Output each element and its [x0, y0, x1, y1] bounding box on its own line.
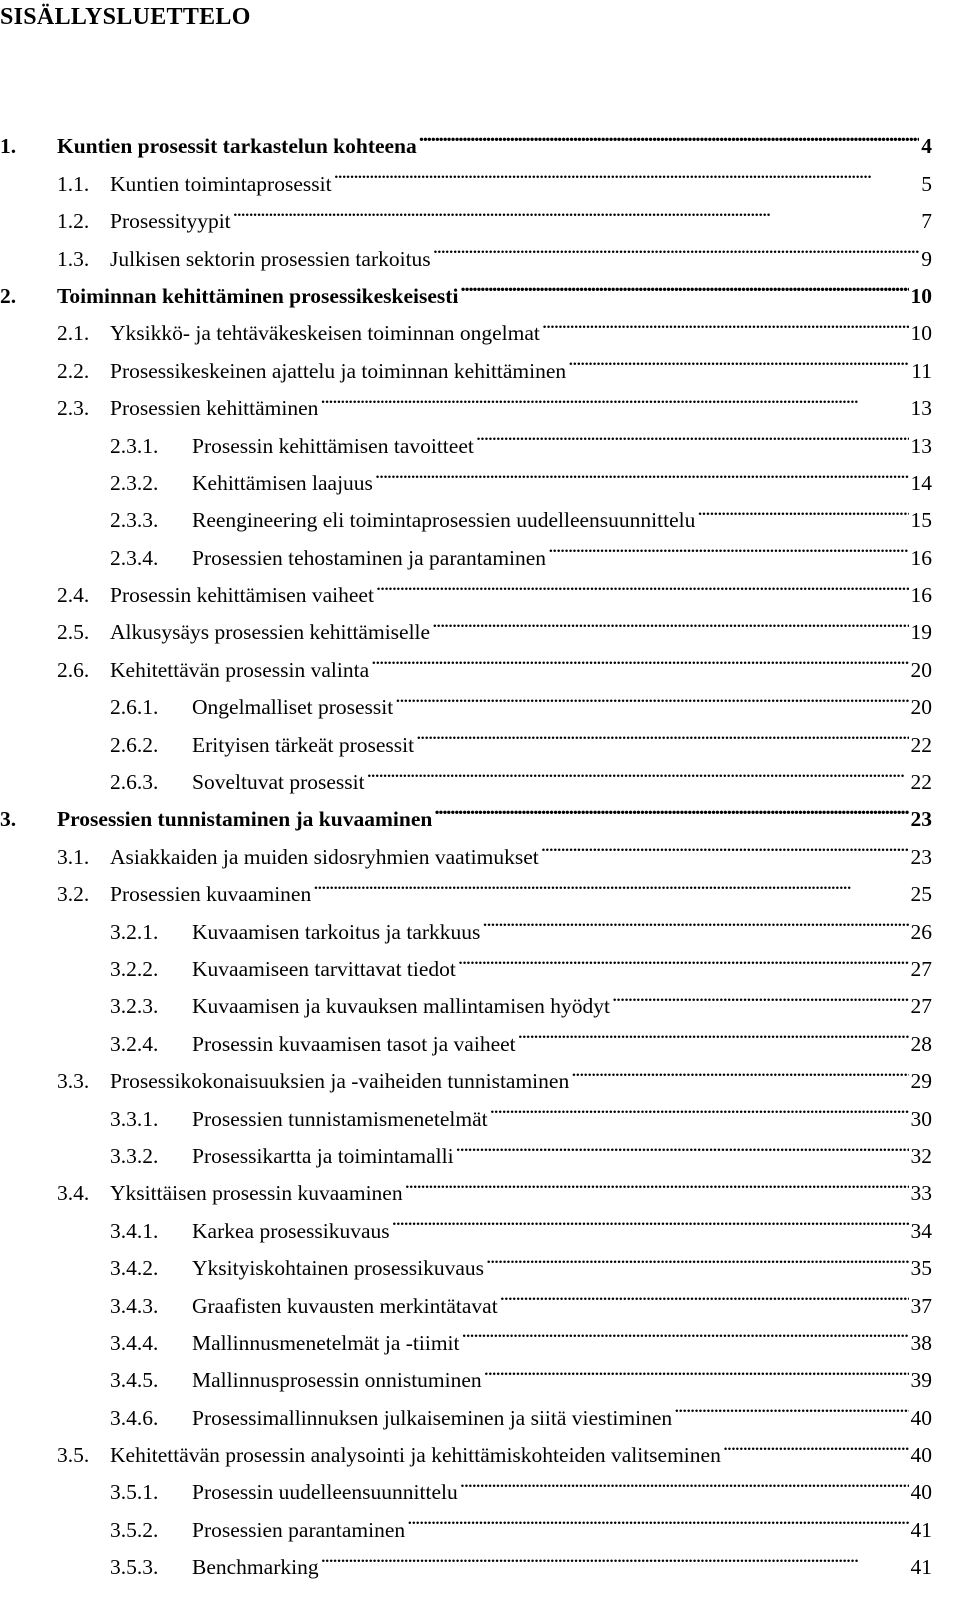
toc-entry-title: Prosessien tunnistamismenetelmät [192, 1106, 488, 1131]
toc-dot-leader [482, 901, 908, 938]
toc-entry-title: Benchmarking [192, 1555, 319, 1580]
toc-entry-title: Ongelmalliset prosessit [192, 695, 394, 720]
toc-entry-page: 14 [910, 470, 932, 495]
toc-entry-page: 13 [910, 433, 932, 458]
toc-dot-leader [542, 303, 909, 340]
toc-dot-leader [320, 378, 908, 415]
toc-entry-page: 22 [910, 732, 932, 757]
toc-dot-leader [395, 677, 908, 714]
toc-dot-leader [233, 191, 920, 228]
toc-entry-title: Prosessityypit [110, 209, 231, 234]
toc-entry-number: 3.5.3. [110, 1555, 159, 1580]
toc-entry-number: 3.2.1. [110, 919, 159, 944]
toc-entry-page: 19 [910, 620, 932, 645]
toc-entry-number: 1. [0, 134, 17, 159]
toc-entry-number: 2.3. [57, 396, 90, 421]
toc-dot-leader [433, 228, 920, 265]
toc-entry-page: 10 [910, 321, 932, 346]
toc-entry-title: Yksittäisen prosessin kuvaaminen [110, 1181, 403, 1206]
toc-entry-title: Graafisten kuvausten merkintätavat [192, 1293, 498, 1318]
toc-entry-page: 23 [910, 807, 932, 832]
toc-dot-leader [612, 976, 909, 1013]
toc-entry-number: 3.3.1. [110, 1106, 159, 1131]
toc-entry-page: 40 [910, 1480, 932, 1505]
toc-dot-leader [460, 1462, 909, 1499]
toc-dot-leader [321, 1537, 909, 1574]
table-of-contents [0, 116, 932, 1580]
toc-entry-title: Yksityiskohtainen prosessikuvaus [192, 1256, 485, 1281]
toc-entry-number: 2.6.1. [110, 695, 159, 720]
toc-entry-page: 40 [910, 1443, 932, 1468]
toc-entry-title: Prosessikokonaisuuksien ja -vaiheiden tunnistaminen [110, 1069, 570, 1094]
toc-entry-title: Karkea prosessikuvaus [192, 1218, 390, 1243]
toc-entry-page: 20 [910, 695, 932, 720]
toc-entry-page: 41 [910, 1517, 932, 1542]
toc-entry-page: 28 [910, 1031, 932, 1056]
toc-entry-number: 3.4.6. [110, 1405, 159, 1430]
toc-entry-number: 3.5. [57, 1443, 90, 1468]
toc-entry-title: Reengineering eli toimintaprosessien uudelleensuunnittelu [192, 508, 696, 533]
toc-entry-title: Prosessikeskeinen ajattelu ja toiminnan kehittäminen [110, 358, 567, 383]
toc-entry-number: 3.2.3. [110, 994, 159, 1019]
toc-entry-number: 2. [0, 283, 17, 308]
toc-entry-title: Kehitettävän prosessin analysointi ja kehittämiskohteiden valitseminen [110, 1443, 721, 1468]
toc-dot-leader [697, 490, 908, 527]
toc-entry-number: 1.1. [57, 171, 90, 196]
toc-dot-leader [405, 1163, 909, 1200]
toc-entry-page: 27 [910, 956, 932, 981]
toc-entry-number: 3.5.2. [110, 1517, 159, 1542]
toc-entry-page: 16 [910, 545, 932, 570]
toc-entry-page: 4 [921, 134, 932, 159]
toc-entry-page: 39 [910, 1368, 932, 1393]
toc-entry-title: Kehittämisen laajuus [192, 470, 373, 495]
toc-dot-leader [462, 1313, 909, 1350]
toc-dot-leader [486, 1238, 908, 1275]
toc-entry-number: 3.1. [57, 844, 90, 869]
toc-dot-leader [456, 1126, 909, 1163]
toc-dot-leader [476, 415, 909, 452]
toc-entry-page: 13 [910, 396, 932, 421]
toc-entry-title: Prosessien parantaminen [192, 1517, 406, 1542]
toc-entry-number: 1.3. [57, 246, 90, 271]
toc-dot-leader [375, 453, 909, 490]
toc-entry-page: 22 [910, 770, 932, 795]
toc-entry-number: 3.2. [57, 882, 90, 907]
toc-entry-page: 27 [910, 994, 932, 1019]
toc-entry-number: 3.3.2. [110, 1143, 159, 1168]
toc-entry-page: 20 [910, 657, 932, 682]
toc-dot-leader [568, 340, 909, 377]
toc-entry-title: Prosessin kehittämisen tavoitteet [192, 433, 474, 458]
toc-entry-page: 30 [910, 1106, 932, 1131]
toc-entry-title: Kuntien prosessit tarkastelun kohteena [57, 134, 417, 159]
toc-entry-page: 37 [910, 1293, 932, 1318]
toc-dot-leader [518, 1013, 909, 1050]
toc-entry-page: 15 [910, 508, 932, 533]
toc-entry-number: 3.4.3. [110, 1293, 159, 1318]
toc-entry-number: 3. [0, 807, 17, 832]
toc-entry-number: 2.3.2. [110, 470, 159, 495]
toc-entry-page: 23 [910, 844, 932, 869]
toc-entry-number: 1.2. [57, 209, 90, 234]
toc-entry-title: Yksikkö- ja tehtäväkeskeisen toiminnan ongelmat [110, 321, 540, 346]
toc-entry-number: 2.3.4. [110, 545, 159, 570]
toc-entry-number: 2.6.3. [110, 770, 159, 795]
toc-dot-leader [723, 1425, 909, 1462]
toc-dot-leader [460, 266, 908, 303]
toc-entry-title: Prosessin kuvaamisen tasot ja vaiheet [192, 1031, 516, 1056]
toc-entry-number: 2.1. [57, 321, 90, 346]
toc-dot-leader [548, 527, 908, 564]
toc-entry-number: 2.2. [57, 358, 90, 383]
toc-dot-leader [313, 864, 908, 901]
toc-dot-leader [541, 826, 909, 863]
toc-entry-number: 3.4.2. [110, 1256, 159, 1281]
toc-entry-page: 35 [910, 1256, 932, 1281]
toc-entry-title: Prosessimallinnuksen julkaiseminen ja siitä viestiminen [192, 1405, 673, 1430]
toc-entry-title: Toiminnan kehittäminen prosessikeskeisesti [57, 283, 459, 308]
toc-entry-number: 3.4.1. [110, 1218, 159, 1243]
toc-entry-title: Alkusysäys prosessien kehittämiselle [110, 620, 431, 645]
toc-dot-leader [571, 1051, 908, 1088]
toc-entry-number: 3.2.2. [110, 956, 159, 981]
toc-dot-leader [392, 1200, 909, 1237]
toc-entry-number: 3.4. [57, 1181, 90, 1206]
toc-dot-leader [407, 1499, 908, 1536]
toc-entry-title: Julkisen sektorin prosessien tarkoitus [110, 246, 431, 271]
toc-entry-title: Prosessien tehostaminen ja parantaminen [192, 545, 547, 570]
toc-entry-page: 40 [910, 1405, 932, 1430]
toc-dot-leader [416, 714, 908, 751]
toc-entry-page: 11 [911, 358, 932, 383]
toc-entry-title: Soveltuvat prosessit [192, 770, 365, 795]
toc-entry-page: 5 [921, 171, 932, 196]
toc-dot-leader [674, 1387, 908, 1424]
toc-dot-leader [334, 153, 920, 190]
toc-entry-number: 2.3.3. [110, 508, 159, 533]
toc-dot-leader [490, 1088, 909, 1125]
toc-entry-title: Prosessikartta ja toimintamalli [192, 1143, 454, 1168]
toc-entry-page: 32 [910, 1143, 932, 1168]
toc-entry-title: Prosessien tunnistaminen ja kuvaaminen [57, 807, 433, 832]
toc-dot-leader [432, 602, 908, 639]
toc-dot-leader [484, 1350, 909, 1387]
toc-entry-page: 7 [921, 209, 932, 234]
toc-entry-title: Erityisen tärkeät prosessit [192, 732, 415, 757]
toc-entry-title: Prosessin kehittämisen vaiheet [110, 583, 374, 608]
toc-dot-leader [434, 789, 908, 826]
toc-entry-page: 9 [921, 246, 932, 271]
toc-entry-number: 2.5. [57, 620, 90, 645]
toc-entry-page: 33 [910, 1181, 932, 1206]
toc-entry-page: 38 [910, 1330, 932, 1355]
toc-entry-title: Mallinnusmenetelmät ja -tiimit [192, 1330, 460, 1355]
toc-entry-number: 2.3.1. [110, 433, 159, 458]
toc-entry-number: 3.4.5. [110, 1368, 159, 1393]
page-title: SISÄLLYSLUETTELO [0, 4, 251, 30]
toc-entry-page: 34 [910, 1218, 932, 1243]
toc-entry-title: Kuntien toimintaprosessit [110, 171, 332, 196]
toc-dot-leader [367, 752, 909, 789]
toc-entry-number: 2.4. [57, 583, 90, 608]
toc-dot-leader [458, 939, 909, 976]
toc-entry-title: Kuvaamiseen tarvittavat tiedot [192, 956, 456, 981]
toc-entry-title: Prosessien kehittäminen [110, 396, 319, 421]
toc-dot-leader [419, 116, 919, 153]
toc-entry-number: 3.4.4. [110, 1330, 159, 1355]
toc-entry-number: 2.6. [57, 657, 90, 682]
toc-entry-page: 41 [910, 1555, 932, 1580]
toc-entry[interactable] [0, 116, 932, 159]
toc-entry-page: 16 [910, 583, 932, 608]
toc-dot-leader [371, 639, 908, 676]
toc-entry-page: 29 [910, 1069, 932, 1094]
toc-entry-title: Kehitettävän prosessin valinta [110, 657, 370, 682]
toc-entry-title: Kuvaamisen ja kuvauksen mallintamisen hyödyt [192, 994, 610, 1019]
toc-entry-title: Prosessien kuvaaminen [110, 882, 312, 907]
toc-dot-leader [500, 1275, 909, 1312]
toc-entry-number: 2.6.2. [110, 732, 159, 757]
toc-entry-page: 10 [910, 283, 932, 308]
toc-entry-title: Mallinnusprosessin onnistuminen [192, 1368, 482, 1393]
toc-entry-title: Asiakkaiden ja muiden sidosryhmien vaatimukset [110, 844, 539, 869]
toc-entry-number: 3.5.1. [110, 1480, 159, 1505]
toc-entry-number: 3.2.4. [110, 1031, 159, 1056]
toc-entry-title: Prosessin uudelleensuunnittelu [192, 1480, 458, 1505]
toc-entry-page: 25 [910, 882, 932, 907]
toc-entry-number: 3.3. [57, 1069, 90, 1094]
toc-entry-page: 26 [910, 919, 932, 944]
toc-entry-title: Kuvaamisen tarkoitus ja tarkkuus [192, 919, 481, 944]
toc-dot-leader [376, 565, 909, 602]
